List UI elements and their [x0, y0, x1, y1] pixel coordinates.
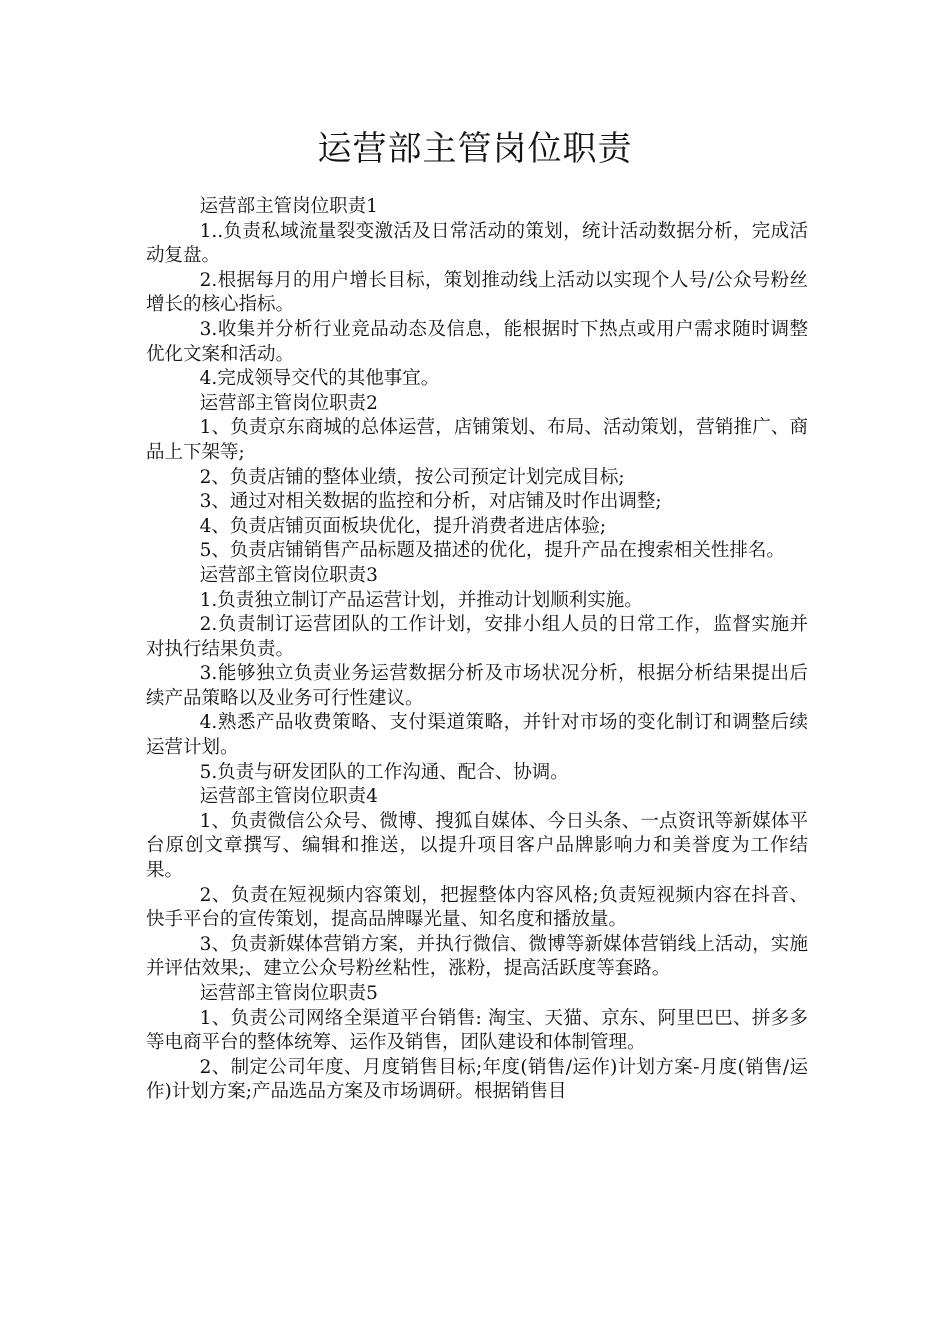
paragraph: 1、负责京东商城的总体运营，店铺策划、布局、活动策划，营销推广、商品上下架等; [146, 417, 808, 463]
paragraph: 2.根据每月的用户增长目标，策划推动线上活动以实现个人号/公众号粉丝增长的核心指标。 [146, 269, 808, 316]
section-heading-3: 运营部主管岗位职责3 [199, 564, 378, 586]
paragraph: 2、制定公司年度、月度销售目标;年度(销售/运作)计划方案-月度(销售/运作)计划方案;产品选品方案及市场调研。根据销售目 [146, 1056, 808, 1103]
paragraph: 2、负责店铺的整体业绩，按公司预定计划完成目标; [199, 466, 625, 488]
paragraph: 3、通过对相关数据的监控和分析，对店铺及时作出调整; [199, 491, 662, 513]
paragraph: 1、负责公司网络全渠道平台销售: 淘宝、天猫、京东、阿里巴巴、拼多多等电商平台的整体统筹、运作及销售，团队建设和体制管理。 [146, 1007, 808, 1054]
section-heading-2: 运营部主管岗位职责2 [199, 392, 378, 414]
paragraph: 4.熟悉产品收费策略、支付渠道策略，并针对市场的变化制订和调整后续运营计划。 [146, 712, 808, 759]
section-heading-5: 运营部主管岗位职责5 [199, 983, 378, 1004]
paragraph: 2.负责制订运营团队的工作计划，安排小组人员的日常工作，监督实施并对执行结果负责。 [146, 614, 808, 660]
paragraph: 4、负责店铺页面板块优化，提升消费者进店体验; [199, 515, 607, 537]
section-heading-1: 运营部主管岗位职责1 [199, 196, 378, 217]
paragraph: 1、负责微信公众号、微博、搜狐自媒体、今日头条、一点资讯等新媒体平台原创文章撰写、编辑和推送，以提升项目客户品牌影响力和美誉度为工作结果。 [146, 810, 808, 882]
paragraph: 3.能够独立负责业务运营数据分析及市场状况分析，根据分析结果提出后续产品策略以及业务可行性建议。 [146, 663, 808, 709]
paragraph: 3.收集并分析行业竞品动态及信息，能根据时下热点或用户需求随时调整优化文案和活动。 [146, 318, 808, 365]
paragraph: 5、负责店铺销售产品标题及描述的优化，提升产品在搜索相关性排名。 [199, 540, 785, 562]
paragraph: 1.负责独立制订产品运营计划，并推动计划顺利实施。 [199, 589, 643, 611]
paragraph: 2、负责在短视频内容策划，把握整体内容风格;负责短视频内容在抖音、快手平台的宣传策划，提高品牌曝光量、知名度和播放量。 [146, 884, 808, 931]
paragraph: 4.完成领导交代的其他事宜。 [199, 368, 440, 390]
paragraph: 5.负责与研发团队的工作沟通、配合、协调。 [199, 761, 569, 783]
paragraph: 3、负责新媒体营销方案，并执行微信、微博等新媒体营销线上活动，实施并评估效果;、建立公众号粉丝粘性，涨粉，提高活跃度等套路。 [146, 933, 808, 980]
section-heading-4: 运营部主管岗位职责4 [199, 786, 378, 808]
document-title: 运营部主管岗位职责 [317, 129, 633, 169]
document-body [146, 195, 808, 1105]
paragraph: 1..负责私域流量裂变激活及日常活动的策划，统计活动数据分析，完成活动复盘。 [146, 220, 808, 267]
